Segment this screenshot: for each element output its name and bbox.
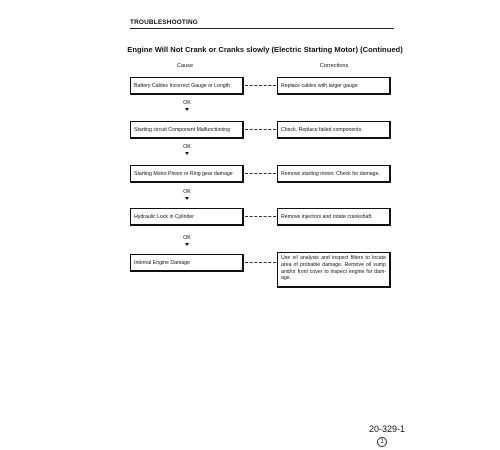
dashed-connector-3: [245, 173, 276, 174]
cause-box-4: Hydraulic Lock in Cylinder: [130, 208, 244, 226]
correction-box-2: Check. Replace failed components.: [277, 121, 391, 139]
page-title: Engine Will Not Crank or Cranks slowly (Electric Starting Motor) (Continued): [127, 45, 403, 54]
correction-box-4: Remove injectors and rotate crankshaft.: [277, 208, 391, 226]
correction-box-1: Replace cables with larger gauge: [277, 77, 391, 95]
dashed-connector-2: [245, 129, 276, 130]
cause-column-header: Cause: [176, 63, 194, 69]
down-arrow-icon: [185, 152, 189, 155]
down-arrow-icon: [185, 108, 189, 111]
dashed-connector-4: [245, 216, 276, 217]
cause-box-1: Battery Cables Incorrect Gauge or Length: [130, 77, 244, 95]
ok-label-4: OK: [183, 235, 191, 241]
revision-mark: 1: [377, 437, 387, 447]
ok-label-1: OK: [183, 100, 191, 106]
ok-label-2: OK: [183, 144, 191, 150]
cause-box-2: Starting circuit Component Malfunctioning: [130, 121, 244, 139]
corrections-column-header: Corrections: [319, 63, 349, 69]
dashed-connector-1: [245, 85, 276, 86]
correction-box-3: Remove starting motor. Check for damage.: [277, 165, 391, 183]
ok-label-3: OK: [183, 189, 191, 195]
correction-box-5: Use oil analysis and inspect filters to locate area of probable damage. Remove oil sump and/or front cover to inspect engine for dam- age.: [277, 252, 391, 288]
down-arrow-icon: [185, 243, 189, 246]
dashed-connector-5: [245, 262, 276, 263]
cause-box-5: Internal Engine Damage: [130, 254, 244, 272]
header-rule: [130, 28, 394, 29]
section-header: TROUBLESHOOTING: [130, 19, 198, 26]
down-arrow-icon: [185, 197, 189, 200]
page-number: 20-329-1: [369, 424, 406, 434]
cause-box-3: Starting Motor Pinion or Ring gear damage: [130, 165, 244, 183]
